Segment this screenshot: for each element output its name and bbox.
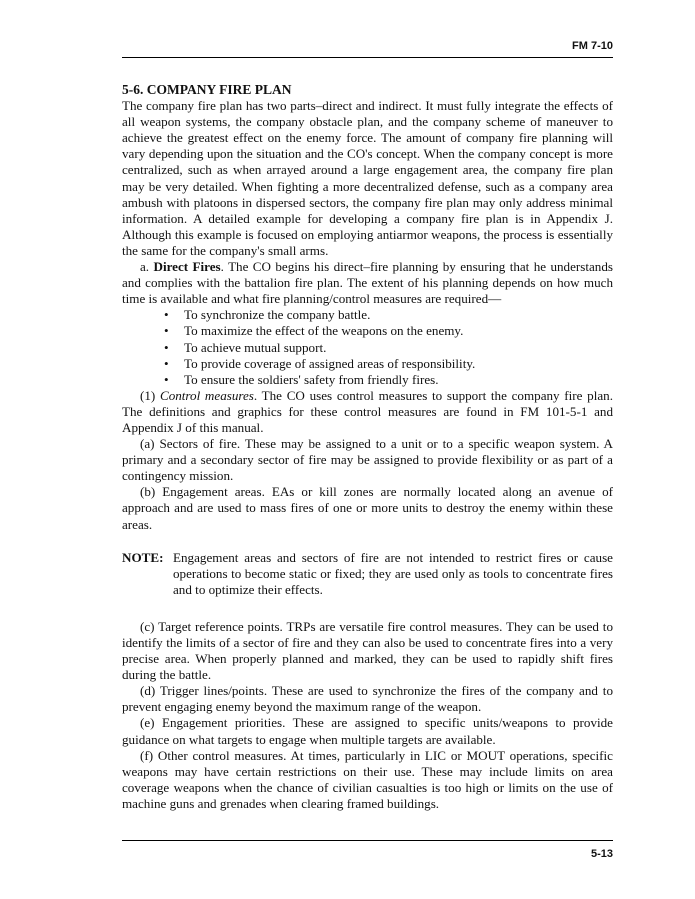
list-item: • To maximize the effect of the weapons on the enemy. <box>164 323 613 339</box>
direct-fires-bullet-list <box>122 307 613 387</box>
page-number: 5-13 <box>590 848 613 860</box>
control-measures-heading: Control measures <box>159 387 254 403</box>
list-item: • To synchronize the company battle. <box>164 307 613 323</box>
intro-paragraph: The company fire plan has two parts–direct and indirect. It must fully integrate the effects of all weapon systems, the company obstacle plan, and the company scheme of maneuver to achieve the greatest effect on the enemy force. The amount of company fire planning will vary depending upon the situation and the CO's concept. When the company concept is more centralized, such as when arrayed around a large engagement area, the company fire plan may be very detailed. When fighting a more decentralized defense, such as a company area ambush with platoons in dispersed sectors, the company fire plan may only address minimal information. A detailed example for developing a company fire plan is in Appendix J. Although this example is focused on employing antiarmor weapons, the process is essentially the same for the company's small arms. <box>122 98 613 258</box>
direct-fires-heading: Direct Fires <box>153 259 221 275</box>
note-text: Engagement areas and sectors of fire are not intended to restrict fires or cause operations to become static or fixed; they are used only as tools to concentrate fires and to optimize their effects. <box>173 549 613 597</box>
footer-rule <box>122 840 613 841</box>
page-content <box>122 82 613 812</box>
other-control-measures-paragraph: (f) Other control measures. At times, particularly in LIC or MOUT operations, specific weapons may have certain restrictions on their use. These may include limits on area coverage weapons when the chance of civilian casualties is too high or limits on the use of machine guns and grenades when clearing framed buildings. <box>122 747 613 811</box>
header-rule <box>122 57 613 58</box>
note-label: NOTE: <box>122 549 164 565</box>
section-title: 5-6. COMPANY FIRE PLAN <box>122 82 292 97</box>
note-block <box>122 550 613 598</box>
direct-fires-prefix: a. <box>140 259 154 275</box>
control-measures-text: . The CO uses control measures to support the company fire plan. The definitions and graphics for these control measures are found in FM 101-5-1 and Appendix J of this manual. <box>122 387 613 435</box>
control-measures-paragraph <box>122 388 613 436</box>
trigger-lines-paragraph: (d) Trigger lines/points. These are used to synchronize the fires of the company and to prevent engaging enemy beyond the maximum range of the weapon. <box>122 683 613 715</box>
direct-fires-paragraph <box>122 259 613 307</box>
control-measures-prefix: (1) <box>140 387 160 403</box>
list-item: • To achieve mutual support. <box>164 340 613 356</box>
direct-fires-text: . The CO begins his direct–fire planning by ensuring that he understands and complies with the battalion fire plan. The extent of his planning depends on how much time is available and what fire planning/control measures are required— <box>122 259 613 307</box>
target-reference-points-paragraph: (c) Target reference points. TRPs are versatile fire control measures. They can be used to identify the limits of a sector of fire and they can also be used to concentrate fires into a very precise area. When properly planned and marked, they can be used to rapidly shift fires during the battle. <box>122 618 613 683</box>
list-item: • To ensure the soldiers' safety from friendly fires. <box>164 372 613 388</box>
list-item: • To provide coverage of assigned areas of responsibility. <box>164 356 613 372</box>
sectors-of-fire-paragraph: (a) Sectors of fire. These may be assigned to a unit or to a specific weapon system. A primary and a secondary sector of fire may be assigned to provide flexibility or as part of a contingency mission. <box>122 436 613 484</box>
engagement-priorities-paragraph: (e) Engagement priorities. These are assigned to specific units/weapons to provide guidance on what targets to engage when multiple targets are available. <box>122 715 613 747</box>
engagement-areas-paragraph: (b) Engagement areas. EAs or kill zones are normally located along an avenue of approach and are used to mass fires of one or more units to destroy the enemy within these areas. <box>122 484 613 532</box>
running-header: FM 7-10 <box>572 40 613 52</box>
